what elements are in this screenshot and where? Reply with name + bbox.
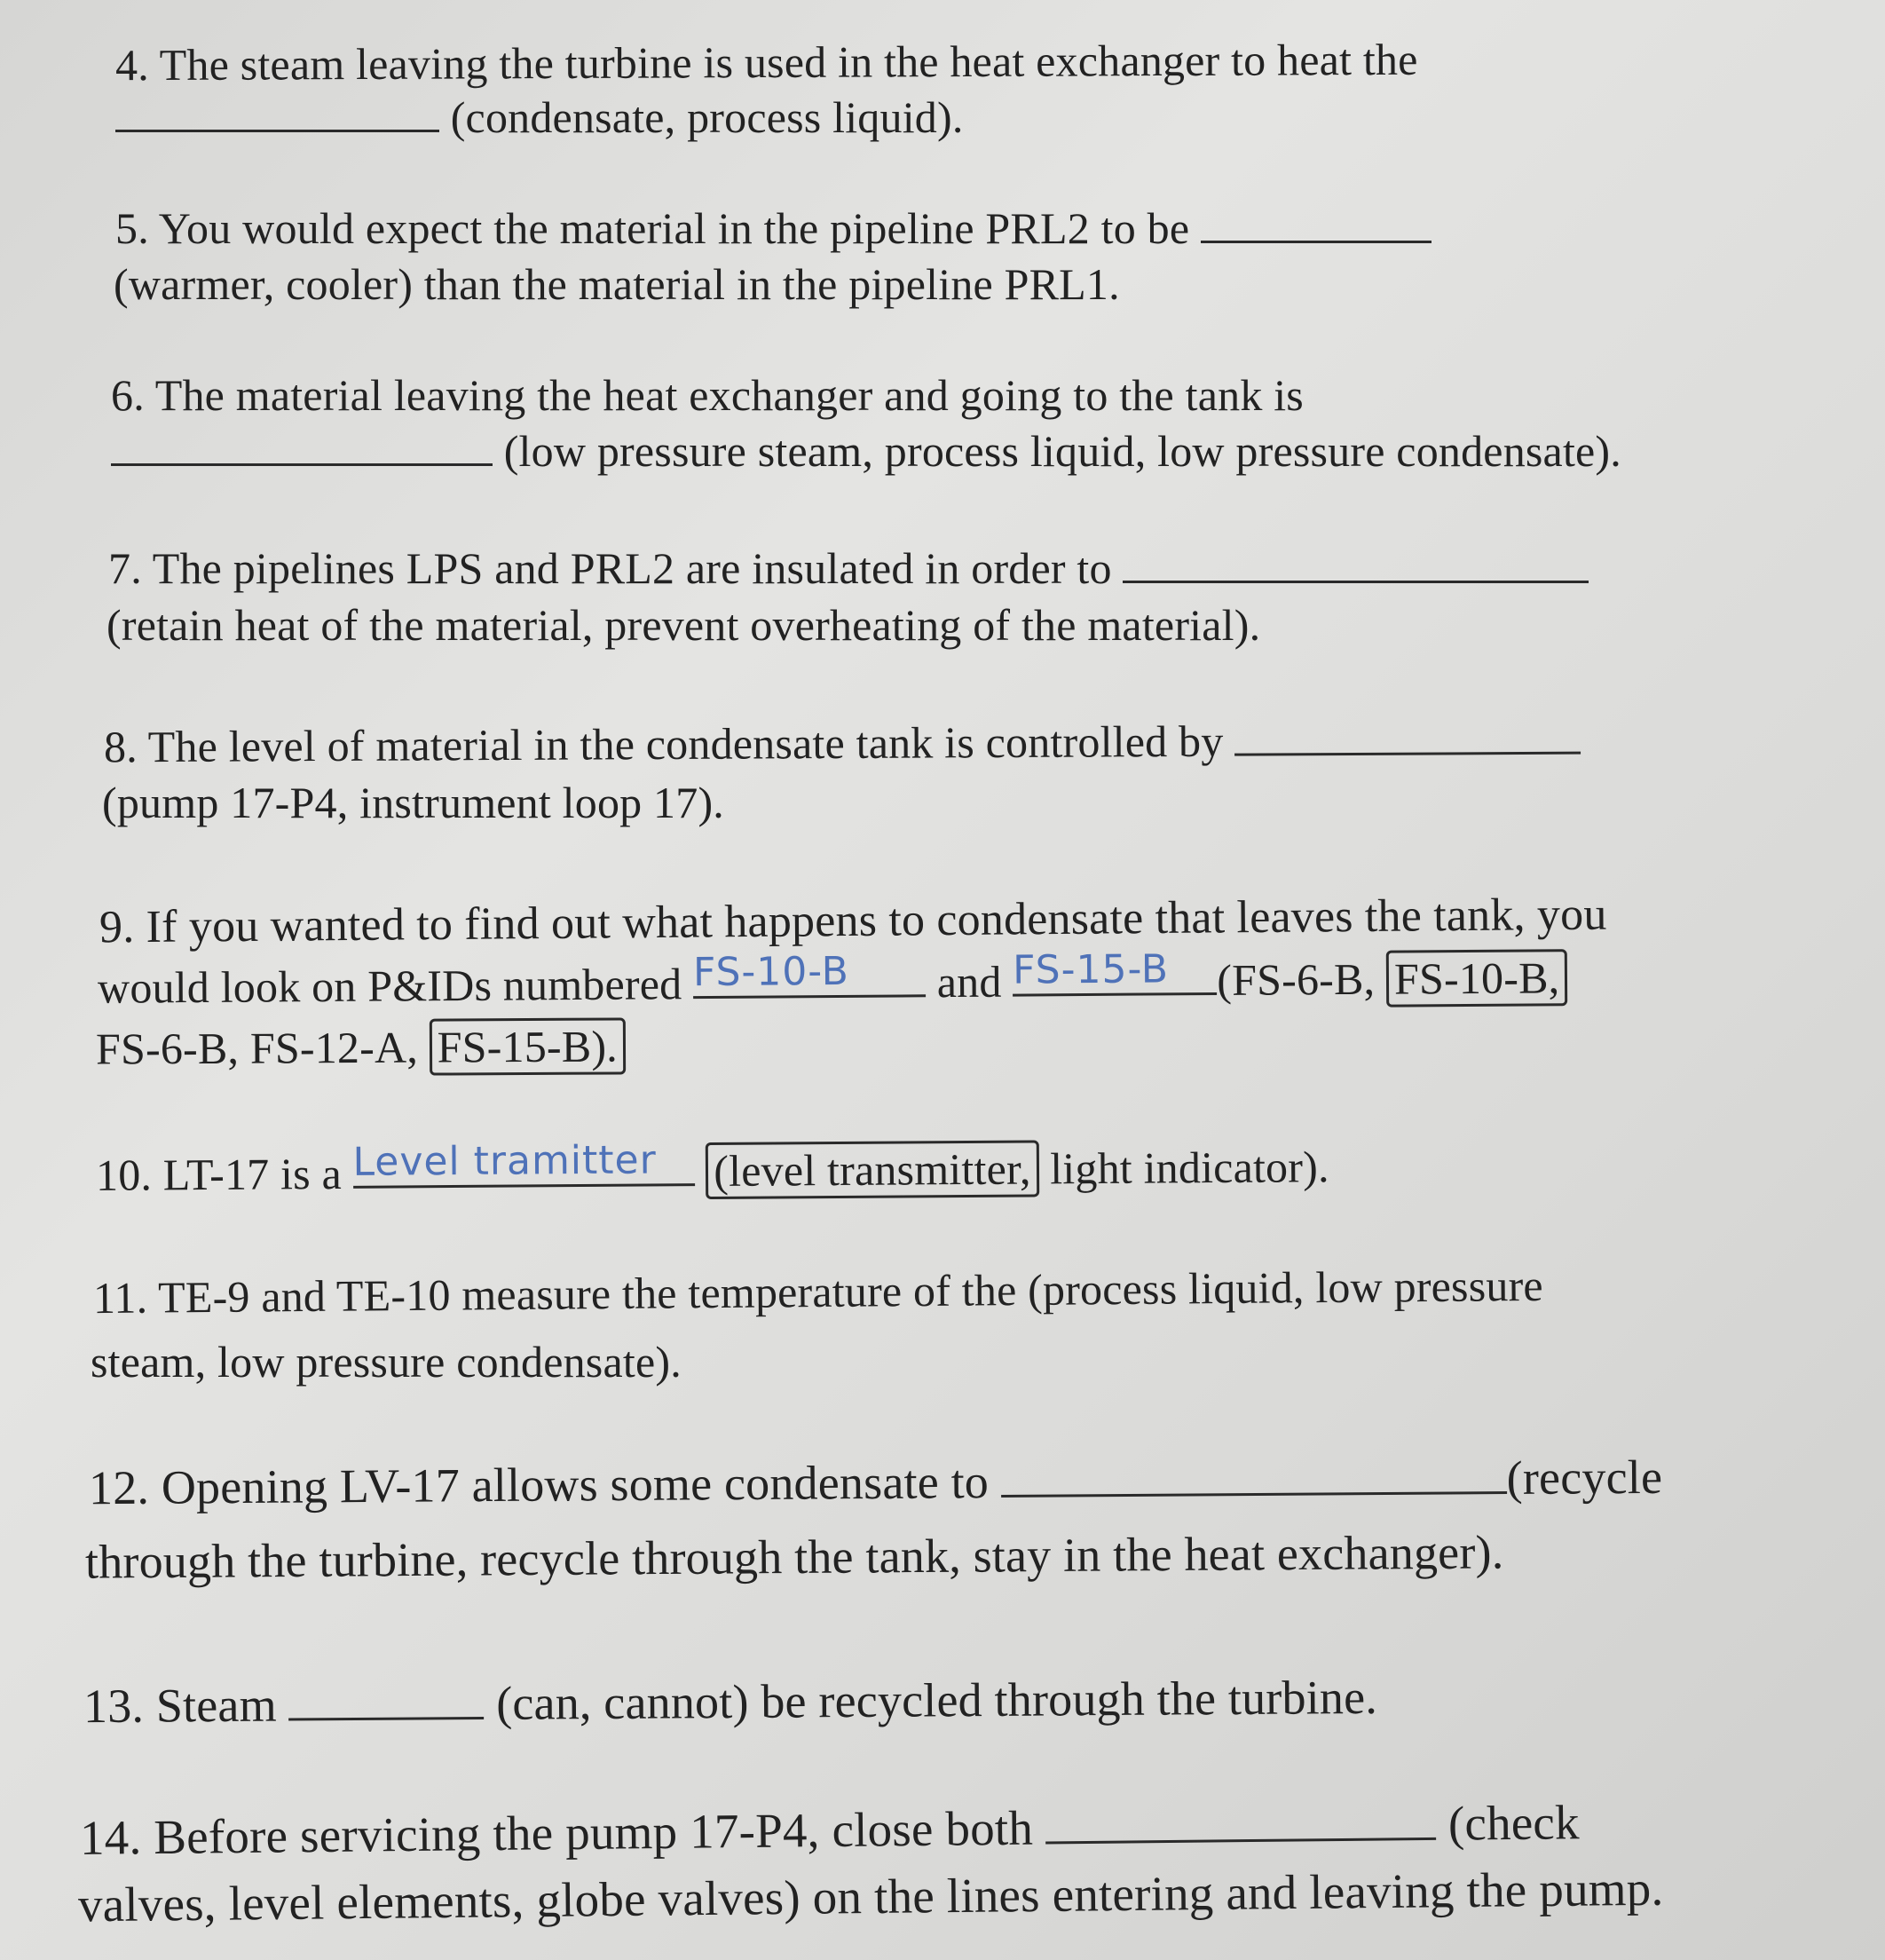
question-10-option-2: light indicator). — [1050, 1142, 1329, 1194]
answer-blank-q13[interactable] — [288, 1681, 484, 1721]
question-9-option-3-4: FS-6-B, FS-12-A, — [95, 1022, 419, 1074]
answer-blank-q10[interactable] — [352, 1137, 694, 1189]
circled-option-fs-10-b: FS-10-B, — [1386, 949, 1568, 1007]
question-9-and: and — [936, 956, 1002, 1008]
question-5-line-1: 5. You would expect the material in the pipeline PRL2 to be — [115, 203, 1190, 253]
question-14-line-2: valves, level elements, globe valves) on the lines entering and leaving the pump. — [77, 1861, 1664, 1932]
question-4-continued — [115, 89, 964, 146]
question-11-line-2: steam, low pressure condensate). — [91, 1337, 682, 1387]
question-7-line-1: 7. The pipelines LPS and PRL2 are insulated in order to — [108, 543, 1112, 593]
question-6-line-2: (low pressure steam, process liquid, low pressure condensate). — [503, 426, 1621, 476]
question-11-line-1: 11. TE-9 and TE-10 measure the temperature of the (process liquid, low pressure — [92, 1260, 1544, 1324]
question-14-line-1: 14. Before servicing the pump 17-P4, close both — [79, 1800, 1034, 1865]
question-13-start: 13. Steam — [83, 1678, 278, 1734]
answer-blank-q9-second[interactable] — [1012, 946, 1217, 997]
question-12-line-2: through the turbine, recycle through the tank, stay in the heat exchanger). — [84, 1525, 1504, 1589]
question-4-line-2: (condensate, process liquid). — [450, 92, 964, 142]
question-9-line-2-start: would look on P&IDs numbered — [97, 959, 682, 1013]
question-13-end: (can, cannot) be recycled through the turbine. — [495, 1670, 1378, 1730]
question-14-line-1-end: (check — [1447, 1795, 1581, 1851]
question-6-continued — [111, 423, 1621, 479]
question-9-line-1: 9. If you wanted to find out what happens to condensate that leaves the tank, you — [99, 889, 1607, 953]
circled-option-fs-15-b: FS-15-B). — [430, 1017, 627, 1075]
question-5 — [115, 200, 1431, 257]
question-14 — [80, 1794, 1580, 1867]
question-4-line-1: 4. The steam leaving the turbine is used in the heat exchanger to heat the — [114, 34, 1418, 91]
question-8-line-1: 8. The level of material in the condensate tank is controlled by — [103, 715, 1224, 772]
question-12-line-1: 12. Opening LV-17 allows some condensate to — [88, 1455, 990, 1515]
answer-blank-q9-first[interactable] — [692, 948, 926, 999]
circled-option-level-transmitter: (level transmitter, — [706, 1140, 1039, 1199]
question-8 — [104, 711, 1581, 776]
question-6 — [111, 367, 1304, 423]
question-12-line-1-end: (recycle — [1506, 1450, 1663, 1506]
question-5-continued — [114, 256, 1120, 312]
question-11-continued — [91, 1333, 682, 1390]
question-10 — [96, 1138, 1329, 1204]
question-9-continued — [97, 946, 1568, 1016]
answer-blank-q7[interactable] — [1123, 545, 1589, 583]
handwritten-answer-q9-second: FS-15-B — [1012, 946, 1170, 993]
question-7-line-2: (retain heat of the material, prevent overheating of the material). — [106, 600, 1261, 650]
answer-blank-q6[interactable] — [111, 428, 493, 466]
question-9 — [99, 887, 1607, 957]
handwritten-answer-q10: Level tramitter — [352, 1137, 657, 1185]
question-9-options-line-3 — [96, 1017, 626, 1077]
question-8-continued — [102, 774, 724, 831]
question-10-start: 10. LT-17 is a — [95, 1148, 343, 1200]
answer-blank-q14[interactable] — [1045, 1802, 1436, 1845]
question-5-line-2: (warmer, cooler) than the material in the pipeline PRL1. — [114, 259, 1120, 309]
question-7-continued — [106, 597, 1260, 653]
handwritten-answer-q9-first: FS-10-B — [692, 948, 849, 996]
question-14-continued — [78, 1861, 1664, 1934]
question-6-line-1: 6. The material leaving the heat exchanger and going to the tank is — [111, 370, 1304, 420]
answer-blank-q12[interactable] — [1001, 1456, 1507, 1498]
answer-blank-q4[interactable] — [115, 94, 439, 132]
question-12-continued — [85, 1523, 1504, 1590]
question-4 — [115, 31, 1418, 93]
question-9-option-1: (FS-6-B, — [1217, 953, 1376, 1005]
answer-blank-q5[interactable] — [1201, 205, 1431, 243]
question-13 — [83, 1669, 1377, 1735]
question-11 — [93, 1257, 1543, 1326]
answer-blank-q8[interactable] — [1234, 716, 1581, 756]
question-8-line-2: (pump 17-P4, instrument loop 17). — [102, 778, 725, 827]
question-7 — [108, 540, 1589, 597]
question-12 — [89, 1449, 1663, 1516]
